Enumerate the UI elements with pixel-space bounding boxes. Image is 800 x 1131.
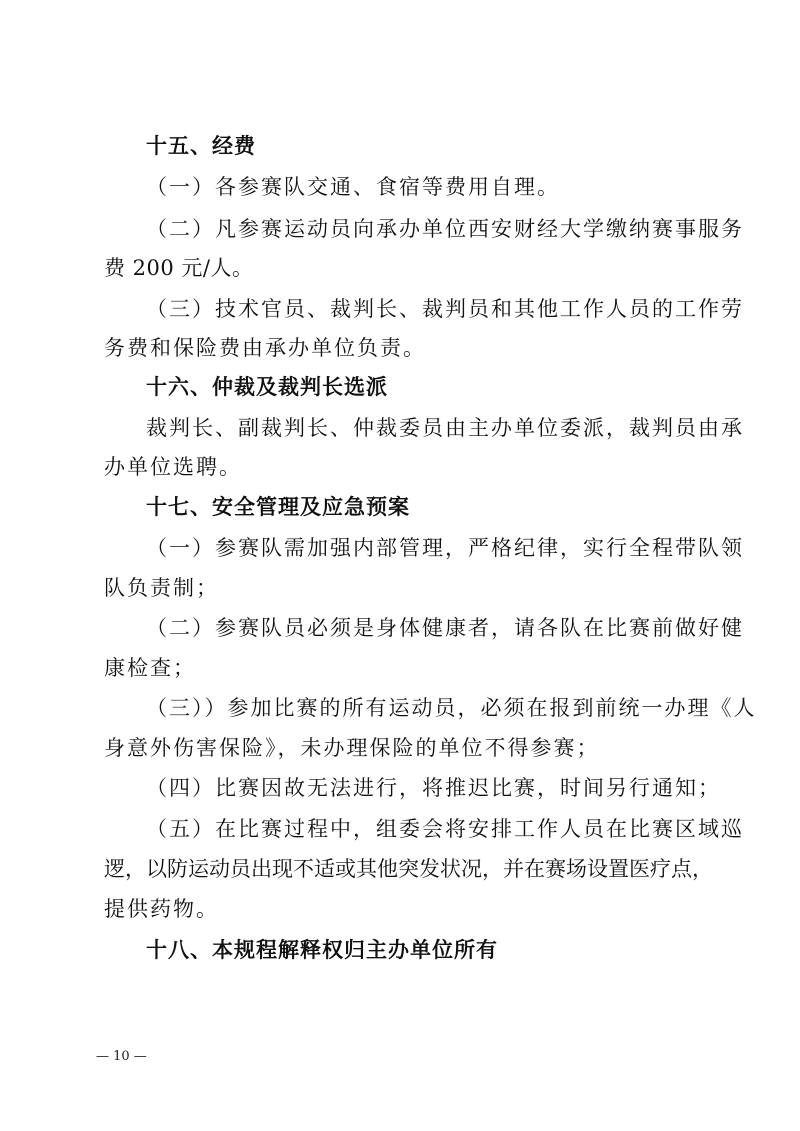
section-15-item-1: （一）各参赛队交通、食宿等费用自理。 xyxy=(146,175,560,199)
section-17-item-5-line-3: 提供药物。 xyxy=(104,897,219,921)
section-17-item-3-line-2: 身意外伤害保险》，未办理保险的单位不得参赛； xyxy=(104,736,600,760)
section-15-item-3-line-1: （三）技术官员、裁判长、裁判员和其他工作人员的工作劳 xyxy=(146,297,744,321)
section-16-para-line-1: 裁判长、副裁判长、仲裁委员由主办单位委派，裁判员由承 xyxy=(146,416,744,440)
section-17-item-1-line-2: 队负责制； xyxy=(104,576,219,600)
section-17-item-3-line-1: （三））参加比赛的所有运动员，必须在报到前统一办理《人 xyxy=(146,696,757,720)
section-15-item-3-line-2: 务费和保险费由承办单位负责。 xyxy=(104,336,426,360)
section-17-item-5-line-2: 逻，以防运动员出现不适或其他突发状况，并在赛场设置医疗点， xyxy=(104,857,713,881)
section-18-heading: 十八、本规程解释权归主办单位所有 xyxy=(146,938,498,962)
section-17-item-2-line-1: （二）参赛队员必须是身体健康者，请各队在比赛前做好健 xyxy=(146,616,744,640)
section-17-item-1-line-1: （一）参赛队需加强内部管理，严格纪律，实行全程带队领 xyxy=(146,536,744,560)
section-16-heading: 十六、仲裁及裁判长选派 xyxy=(146,375,388,399)
section-17-heading: 十七、安全管理及应急预案 xyxy=(146,495,410,519)
section-17-item-4: （四）比赛因故无法进行，将推迟比赛，时间另行通知； xyxy=(146,776,721,800)
section-15-item-2-line-2: 费 200 元/人。 xyxy=(104,256,254,280)
page-number: — 10 — xyxy=(96,1049,147,1064)
section-17-item-2-line-2: 康检查； xyxy=(104,656,196,680)
section-17-item-5-line-1: （五）在比赛过程中，组委会将安排工作人员在比赛区域巡 xyxy=(146,817,744,841)
section-16-para-line-2: 办单位选聘。 xyxy=(104,455,242,479)
section-15-heading: 十五、经费 xyxy=(146,134,256,158)
section-15-item-2-line-1: （二）凡参赛运动员向承办单位西安财经大学缴纳赛事服务 xyxy=(146,217,744,241)
